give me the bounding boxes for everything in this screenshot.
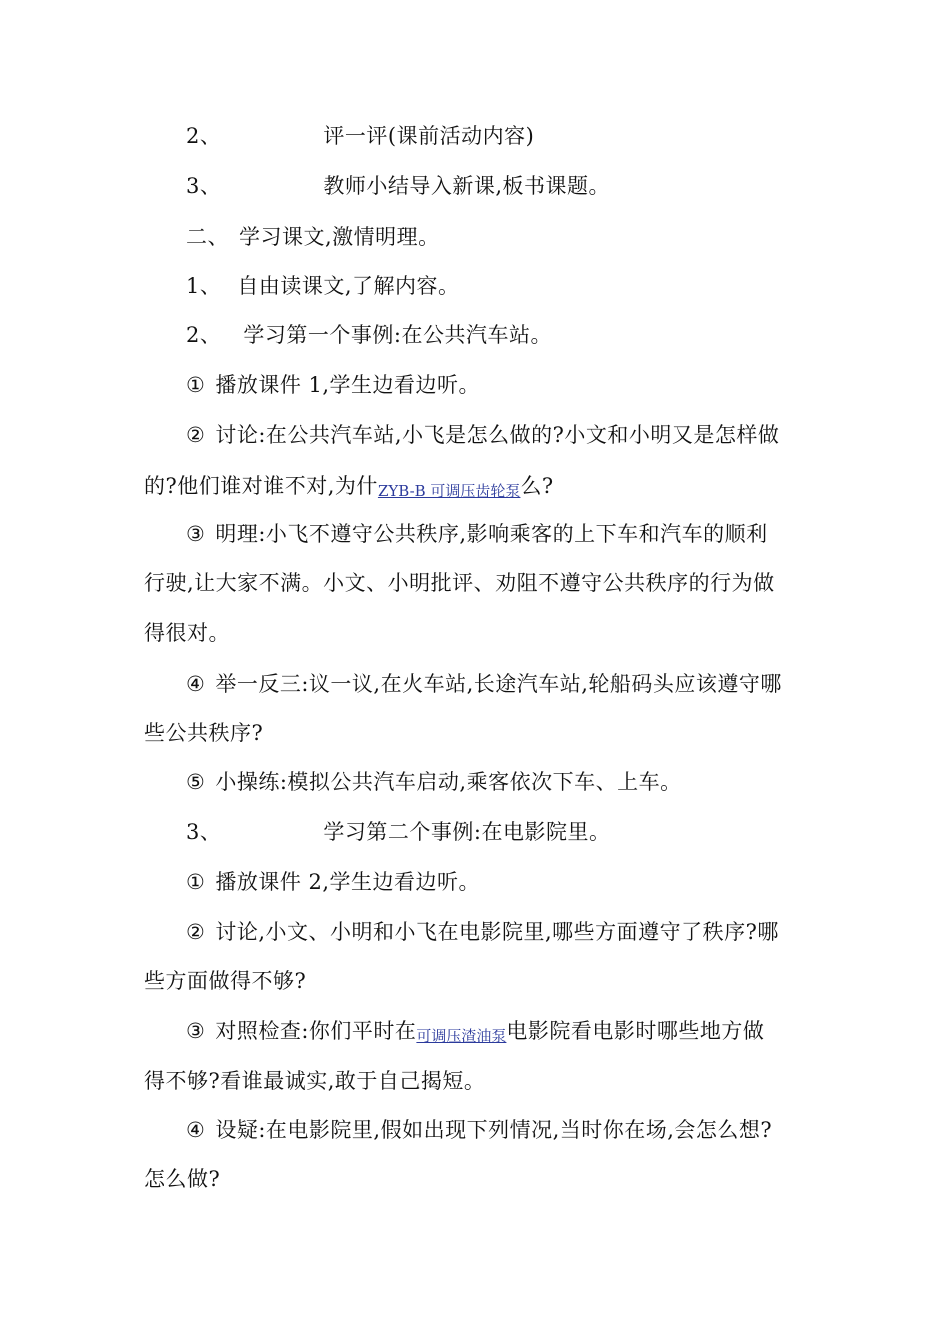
paragraph-line xyxy=(144,1164,220,1194)
paragraph-line xyxy=(186,519,768,549)
line-text: 对照检查:你们平时在 xyxy=(215,1019,417,1043)
line-text: 的?他们谁对谁不对,为什 xyxy=(144,474,378,498)
list-number: 2、 xyxy=(186,323,222,347)
paragraph-line xyxy=(144,568,775,598)
line-text: 教师小结导入新课,板书课题。 xyxy=(323,174,611,198)
paragraph-line xyxy=(186,767,682,797)
line-text: 行驶,让大家不满。小文、小明批评、劝阻不遵守公共秩序的行为做 xyxy=(144,571,775,595)
list-marker: ① xyxy=(186,373,206,397)
line-text: 学习课文,激情明理。 xyxy=(239,225,440,249)
line-text: 播放课件 1,学生边看边听。 xyxy=(215,373,481,397)
line-text: 么? xyxy=(520,474,554,498)
paragraph-line xyxy=(144,718,263,748)
list-marker: ④ xyxy=(186,672,206,696)
paragraph-line xyxy=(186,867,480,897)
list-marker: ② xyxy=(186,423,206,447)
paragraph-line xyxy=(186,420,779,450)
paragraph-line xyxy=(186,917,779,947)
line-text: 评一评(课前活动内容) xyxy=(323,124,535,148)
list-marker: ④ xyxy=(186,1118,206,1142)
line-text: 播放课件 2,学生边看边听。 xyxy=(215,870,481,894)
line-text: 学习第一个事例:在公共汽车站。 xyxy=(243,323,552,347)
line-text: 讨论,小文、小明和小飞在电影院里,哪些方面遵守了秩序?哪 xyxy=(215,920,779,944)
paragraph-line xyxy=(186,171,610,201)
line-text: 些方面做得不够? xyxy=(144,969,307,993)
line-text: 得很对。 xyxy=(144,621,230,645)
list-number: 3、 xyxy=(186,174,222,198)
paragraph-line xyxy=(186,320,552,350)
list-number: 1、 xyxy=(186,274,222,298)
paragraph-line xyxy=(186,121,534,151)
line-text: 讨论:在公共汽车站,小飞是怎么做的?小文和小明又是怎样做 xyxy=(215,423,780,447)
line-text: 自由读课文,了解内容。 xyxy=(237,274,460,298)
paragraph-line xyxy=(144,618,230,648)
paragraph-line xyxy=(186,669,782,699)
line-text: 电影院看电影时哪些地方做 xyxy=(506,1019,765,1043)
line-text: 些公共秩序? xyxy=(144,721,264,745)
line-text: 举一反三:议一议,在火车站,长途汽车站,轮船码头应该遵守哪 xyxy=(215,672,782,696)
list-number: 2、 xyxy=(186,124,222,148)
paragraph-line xyxy=(144,966,306,996)
list-marker: ③ xyxy=(186,1019,206,1043)
product-link[interactable]: 可调压渣油泵 xyxy=(416,1027,507,1045)
line-text: 怎么做? xyxy=(144,1167,221,1191)
list-marker: ① xyxy=(186,870,206,894)
paragraph-line xyxy=(186,1115,772,1145)
line-text: 设疑:在电影院里,假如出现下列情况,当时你在场,会怎么想? xyxy=(215,1118,773,1142)
line-text: 小操练:模拟公共汽车启动,乘客依次下车、上车。 xyxy=(215,770,682,794)
list-marker: ② xyxy=(186,920,206,944)
paragraph-line xyxy=(186,271,460,301)
paragraph-line xyxy=(186,817,610,847)
paragraph-line xyxy=(186,370,480,400)
paragraph-line xyxy=(144,1066,485,1096)
list-number: 3、 xyxy=(186,820,222,844)
product-link[interactable]: ZYB-B 可调压齿轮泵 xyxy=(377,482,521,500)
section-heading xyxy=(186,222,440,252)
list-marker: ③ xyxy=(186,522,206,546)
paragraph-line xyxy=(186,1016,764,1051)
line-text: 得不够?看谁最诚实,敢于自己揭短。 xyxy=(144,1069,486,1093)
list-number: 二、 xyxy=(186,225,229,249)
line-text: 学习第二个事例:在电影院里。 xyxy=(323,820,611,844)
list-marker: ⑤ xyxy=(186,770,206,794)
line-text: 明理:小飞不遵守公共秩序,影响乘客的上下车和汽车的顺利 xyxy=(215,522,768,546)
paragraph-line xyxy=(144,471,554,506)
